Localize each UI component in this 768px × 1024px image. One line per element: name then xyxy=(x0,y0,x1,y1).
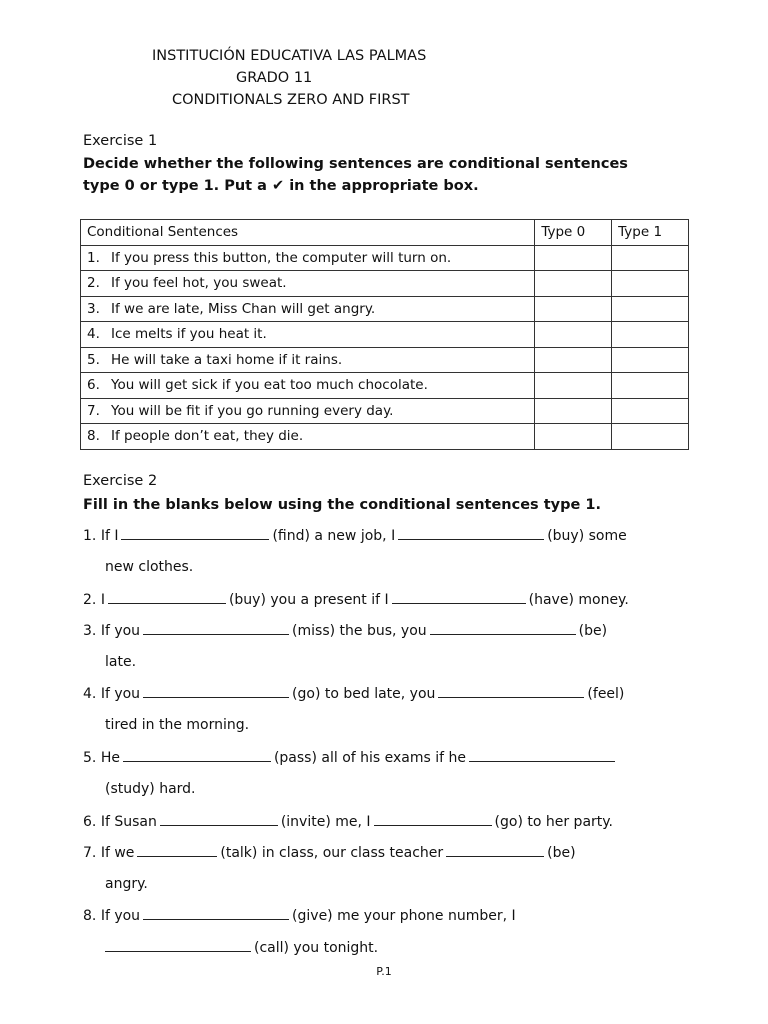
table-row xyxy=(81,424,689,450)
list-item-continuation: angry. xyxy=(105,876,148,892)
exercise1-instruction-line2: type 0 or type 1. Put a ✔ in the appropriate box. xyxy=(83,178,479,194)
answer-blank[interactable] xyxy=(108,589,226,604)
exercise2-instruction: Fill in the blanks below using the conditional sentences type 1. xyxy=(83,497,601,513)
row-number: 7. xyxy=(87,402,100,419)
row-sentence: You will get sick if you eat too much chocolate. xyxy=(111,377,428,394)
type1-checkbox-cell[interactable] xyxy=(612,245,689,271)
conditional-sentences-table xyxy=(80,219,689,450)
answer-blank[interactable] xyxy=(438,683,584,698)
list-item: 1. If I (find) a new job, I (buy) some xyxy=(83,525,627,546)
type1-checkbox-cell[interactable] xyxy=(612,424,689,450)
table-row xyxy=(81,296,689,322)
type0-checkbox-cell[interactable] xyxy=(535,373,612,399)
answer-blank[interactable] xyxy=(160,811,278,826)
answer-blank[interactable] xyxy=(398,525,544,540)
list-item-continuation: (call) you tonight. xyxy=(105,937,378,958)
table-row xyxy=(81,347,689,373)
answer-blank[interactable] xyxy=(121,525,269,540)
header-type-1: Type 1 xyxy=(612,220,689,246)
row-number: 1. xyxy=(87,249,100,266)
exercise1-instruction-line1: Decide whether the following sentences are conditional sentences xyxy=(83,156,628,172)
type1-checkbox-cell[interactable] xyxy=(612,398,689,424)
table-header-row xyxy=(81,220,689,246)
table-row xyxy=(81,245,689,271)
exercise2-title: Exercise 2 xyxy=(83,473,158,489)
table-row xyxy=(81,373,689,399)
answer-blank[interactable] xyxy=(105,937,251,952)
row-number: 4. xyxy=(87,326,100,343)
answer-blank[interactable] xyxy=(143,905,289,920)
type0-checkbox-cell[interactable] xyxy=(535,245,612,271)
page-number: P.1 xyxy=(376,965,392,978)
school-name: INSTITUCIÓN EDUCATIVA LAS PALMAS xyxy=(152,48,427,64)
type0-checkbox-cell[interactable] xyxy=(535,271,612,297)
type0-checkbox-cell[interactable] xyxy=(535,296,612,322)
row-sentence: You will be fit if you go running every day. xyxy=(111,402,394,419)
answer-blank[interactable] xyxy=(143,683,289,698)
answer-blank[interactable] xyxy=(123,747,271,762)
list-item: 5. He (pass) all of his exams if he xyxy=(83,747,618,768)
exercise1-instruction xyxy=(83,153,693,197)
type0-checkbox-cell[interactable] xyxy=(535,424,612,450)
row-sentence: He will take a taxi home if it rains. xyxy=(111,351,343,368)
row-number: 8. xyxy=(87,428,100,445)
list-item-continuation: late. xyxy=(105,654,137,670)
answer-blank[interactable] xyxy=(392,589,526,604)
answer-blank[interactable] xyxy=(137,842,217,857)
header-conditional-sentences: Conditional Sentences xyxy=(81,220,535,246)
exercise1-title: Exercise 1 xyxy=(83,133,158,149)
type1-checkbox-cell[interactable] xyxy=(612,322,689,348)
list-item: 7. If we (talk) in class, our class teacher (be) xyxy=(83,842,576,863)
row-sentence: If people don’t eat, they die. xyxy=(111,428,304,445)
type0-checkbox-cell[interactable] xyxy=(535,398,612,424)
table-row xyxy=(81,398,689,424)
row-sentence: If you press this button, the computer will turn on. xyxy=(111,249,452,266)
type1-checkbox-cell[interactable] xyxy=(612,296,689,322)
row-number: 5. xyxy=(87,351,100,368)
answer-blank[interactable] xyxy=(143,620,289,635)
type1-checkbox-cell[interactable] xyxy=(612,271,689,297)
list-item: 4. If you (go) to bed late, you (feel) xyxy=(83,683,624,704)
type0-checkbox-cell[interactable] xyxy=(535,347,612,373)
row-number: 3. xyxy=(87,300,100,317)
list-item-continuation: tired in the morning. xyxy=(105,717,250,733)
row-number: 6. xyxy=(87,377,100,394)
list-item-continuation: (study) hard. xyxy=(105,781,196,797)
answer-blank[interactable] xyxy=(469,747,615,762)
header-type-0: Type 0 xyxy=(535,220,612,246)
row-number: 2. xyxy=(87,275,100,292)
answer-blank[interactable] xyxy=(446,842,544,857)
type0-checkbox-cell[interactable] xyxy=(535,322,612,348)
table-row xyxy=(81,271,689,297)
type1-checkbox-cell[interactable] xyxy=(612,373,689,399)
list-item: 6. If Susan (invite) me, I (go) to her party. xyxy=(83,811,613,832)
answer-blank[interactable] xyxy=(430,620,576,635)
table-row xyxy=(81,322,689,348)
row-sentence: If we are late, Miss Chan will get angry. xyxy=(111,300,376,317)
list-item: 3. If you (miss) the bus, you (be) xyxy=(83,620,607,641)
row-sentence: Ice melts if you heat it. xyxy=(111,326,267,343)
list-item: 2. I (buy) you a present if I (have) money. xyxy=(83,589,629,610)
grade-label: GRADO 11 xyxy=(236,70,313,86)
list-item-continuation: new clothes. xyxy=(105,559,194,575)
answer-blank[interactable] xyxy=(374,811,492,826)
list-item: 8. If you (give) me your phone number, I xyxy=(83,905,516,926)
type1-checkbox-cell[interactable] xyxy=(612,347,689,373)
row-sentence: If you feel hot, you sweat. xyxy=(111,275,287,292)
topic-title: CONDITIONALS ZERO AND FIRST xyxy=(172,92,410,108)
